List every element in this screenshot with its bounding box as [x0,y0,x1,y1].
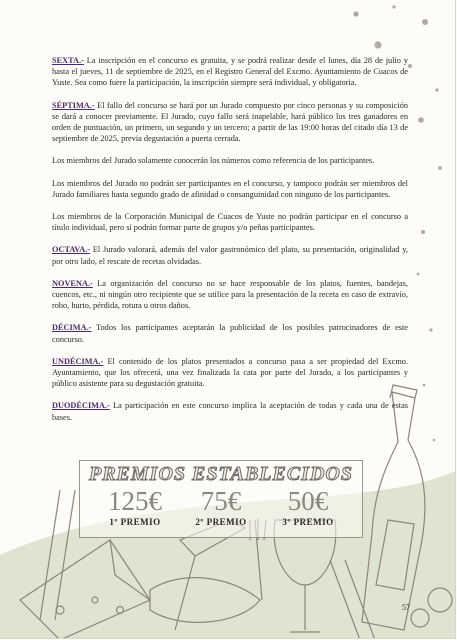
clause-heading: SEXTA.- [52,56,84,65]
clause-body: El contenido de los platos presentados a concurso pasa a ser propiedad del Excmo. Ayuntamiento, que los ofrecerá, una vez finalizada la cata por parte del Jurado, a los participantes y público asistente para su degustación gratuita. [52,356,408,389]
jury-paragraph-2 [52,178,408,200]
prize-amount: 125€ [108,486,162,516]
jury-paragraph-1 [52,155,408,166]
bases-text [52,55,408,434]
clause-heading: OCTAVA.- [52,245,91,255]
prize-amount: 50€ [287,486,329,516]
paragraph-body: Los miembros del Jurado solamente conocerán los números como referencia de los participantes. [52,156,375,166]
prize-first [90,487,180,527]
prize-label: 3º PREMIO [282,517,334,527]
prize-second [176,487,266,527]
clause-septima [52,100,408,145]
clause-heading: DUODÉCIMA.- [52,401,110,411]
prizes-box [79,460,363,538]
corporation-paragraph [52,211,408,233]
clause-body: La inscripción en el concurso es gratuita, y se podrá realizar desde el lunes, día 28 de julio y hasta el jueves, 11 de septiembre de 2025, en el Registro General del Excmo. Ayuntamiento de Cuacos de Yuste. Sea como fuere la participación, la inscripción siempre será individual, y obligatoria. [52,56,408,88]
clause-body: Todos los participantes aceptarán la publicidad de los posibles patrocinadores de este concurso. [52,323,408,344]
prize-label: 1º PREMIO [109,517,161,527]
clause-duodecima [52,400,408,422]
clause-undecima [52,356,408,390]
clause-body: La participación en este concurso implica la aceptación de todas y cada una de estas bases. [52,401,408,422]
prize-amount: 75€ [200,486,242,516]
clause-heading: SÉPTIMA.- [52,100,95,110]
clause-body: El fallo del concurso se hará por un Jurado compuesto por cinco personas y su composición se dará a conocer previamente. El Jurado, cuyo fallo será inapelable, hará público los tres ganadores en orden de puntuación, un primero, un segundo y un tercero; a partir de las 19:00 horas del citado día 13 de septiembre de 2025, previa degustación a puerta cerrada. [52,100,408,144]
clause-sexta [52,55,408,89]
clause-heading: DÉCIMA.- [52,323,92,333]
paragraph-body: Los miembros de la Corporación Municipal de Cuacos de Yuste no podrán participar en el concurso a título individual, pero sí podrán formar parte de grupos y/o peñas participantes. [52,212,408,233]
clause-octava [52,244,408,266]
clause-heading: UNDÉCIMA.- [52,356,104,366]
page-number: 57 [402,603,410,612]
clause-decima [52,322,408,344]
clause-novena [52,278,408,312]
paragraph-body: Los miembros del Jurado no podrán ser participantes en el concurso, y tampoco podrán ser miembros del Jurado familiares hasta segundo grado de afinidad o consanguinidad con ninguno de los participantes. [52,178,408,199]
prize-label: 2º PREMIO [195,517,247,527]
clause-heading: NOVENA.- [52,278,93,288]
clause-body: La organización del concurso no se hace responsable de los platos, fuentes, bandejas, cuencos, etc., ni ningún otro recipiente que se utilice para la presentación de la receta en caso de extravío, robo, hurto, pérdida, rotura u otros daños. [52,278,408,311]
prizes-title: PREMIOS ESTABLECIDOS [89,463,353,485]
prize-third [263,487,353,527]
clause-body: El Jurado valorará, además del valor gastronómico del plato, su presentación, originalidad y, por otro lado, el rescate de recetas olvidadas. [52,245,408,266]
